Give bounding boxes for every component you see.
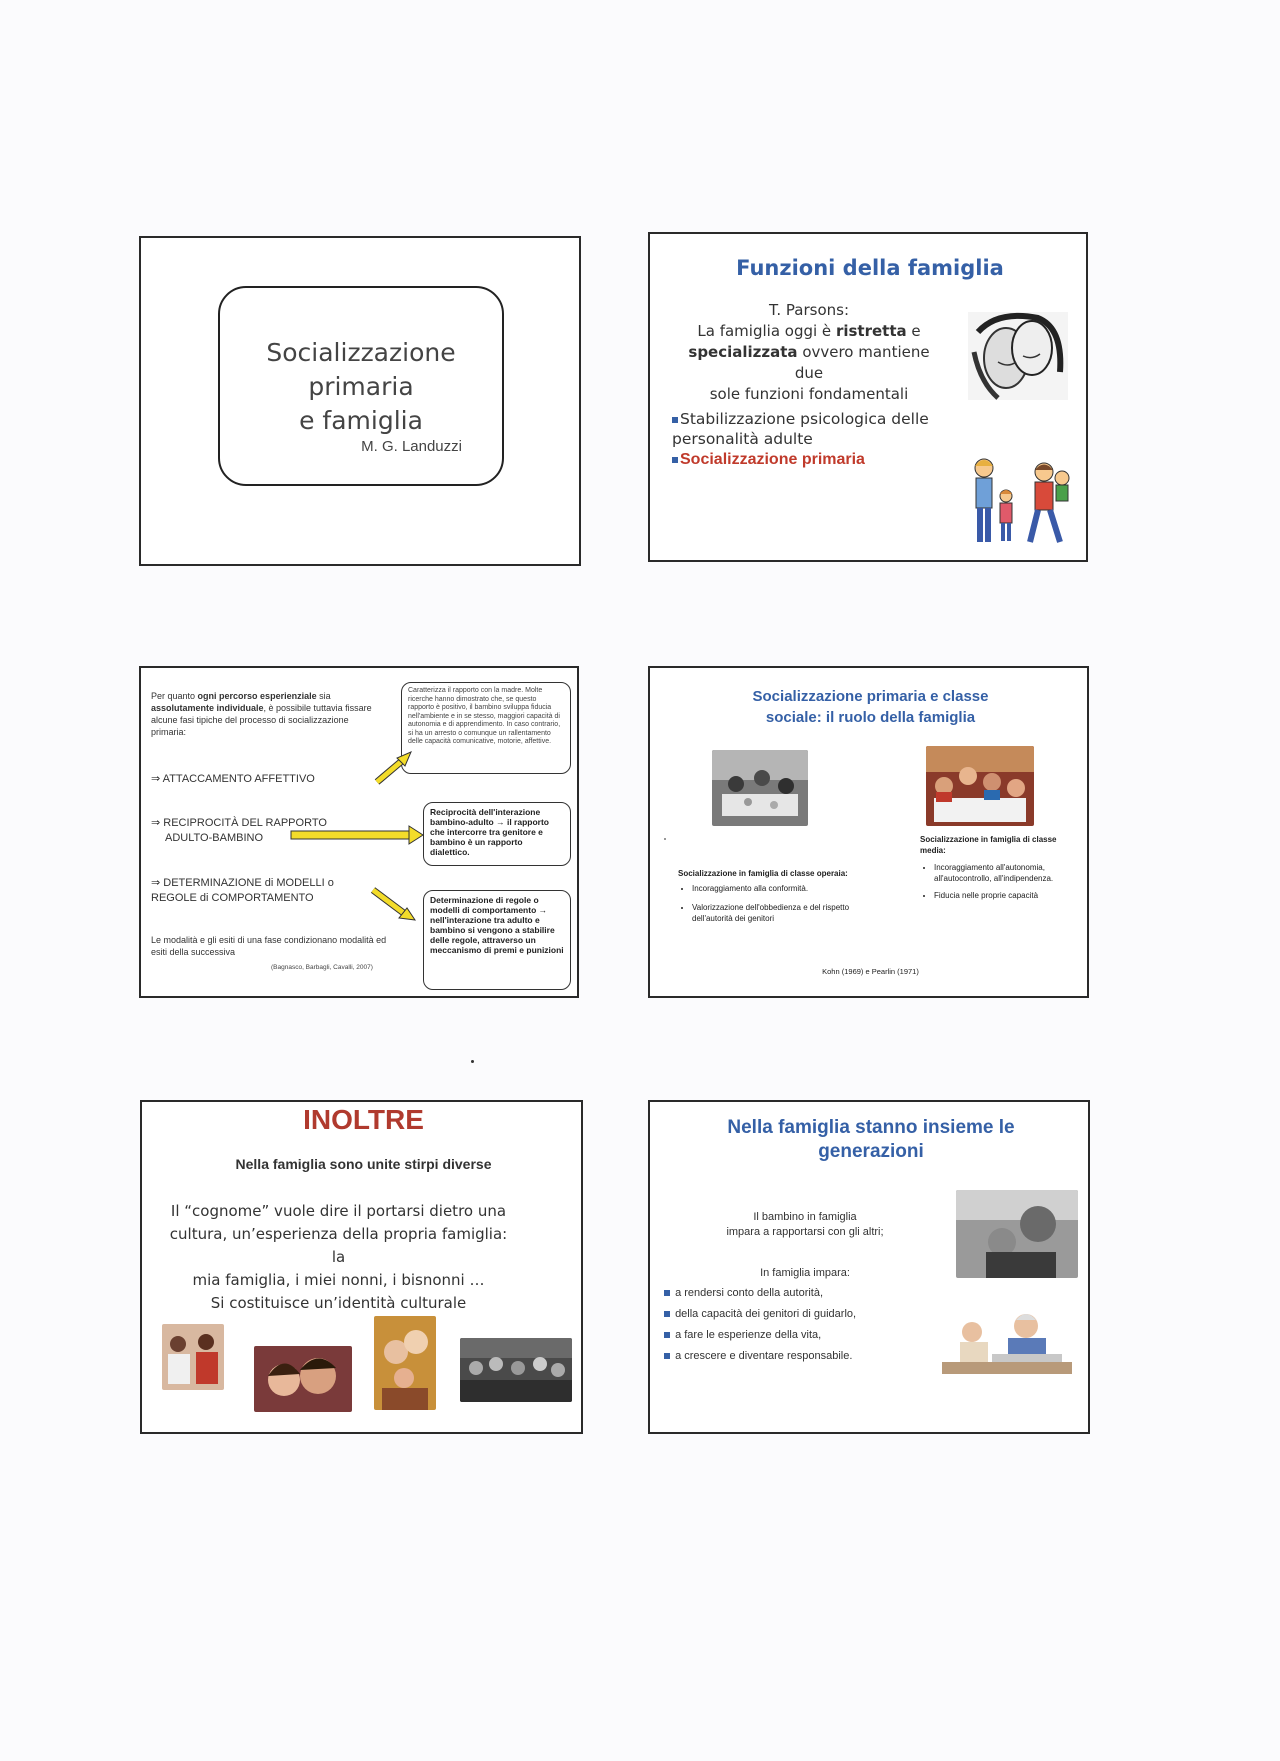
title-line-1: Socializzazione primaria — [266, 338, 456, 401]
scan-speck — [664, 838, 666, 840]
slide-heading: Funzioni della famiglia — [736, 256, 1004, 280]
slide-heading: Nella famiglia stanno insieme le generazioni — [727, 1117, 1015, 1162]
arrow-reciprocity-icon — [291, 826, 423, 844]
phase-rules: ⇒ DETERMINAZIONE di MODELLI o REGOLE di COMPORTAMENTO — [151, 877, 334, 904]
bullet-square-icon — [672, 417, 678, 423]
middle-class-heading: Socializzazione in famiglia di classe media: — [920, 835, 1057, 855]
parsons-author: T. Parsons: — [768, 301, 850, 319]
slide-family-functions — [648, 232, 1088, 562]
parsons-text — [674, 300, 944, 405]
list-item: a fare le esperienze della vita, — [664, 1328, 934, 1343]
list-item: • Valorizzazione dell'obbedienza e del rispetto dell'autorità dei genitori — [692, 902, 858, 924]
list-item: a rendersi conto della autorità, — [664, 1286, 934, 1301]
family-photo-2 — [254, 1346, 352, 1412]
family-photo-3 — [374, 1316, 436, 1410]
surname-text: Il “cognome” vuole dire il portarsi dietro una cultura, un’esperienza della propria famiglia: la mia famiglia, i miei nonni, i bisnonni … Si costituisce un’identità culturale — [169, 1202, 508, 1312]
slide-subtitle: Nella famiglia sono unite stirpi diverse — [235, 1156, 492, 1172]
working-class-family-photo — [712, 750, 808, 826]
grandparent-child-photo — [956, 1190, 1078, 1278]
family-photo-4 — [460, 1338, 572, 1402]
list-item: • Incoraggiamento all'autonomia, all'autocontrollo, all'indipendenza. — [934, 862, 1070, 884]
list-item: a crescere e diventare responsabile. — [664, 1349, 934, 1364]
learns-list — [664, 1286, 934, 1364]
cartoon-family-illustration — [966, 456, 1076, 548]
bullet-square-icon — [664, 1290, 670, 1296]
slide-socialization-phases — [139, 666, 579, 998]
slide-title — [139, 236, 581, 566]
arrow-rules-icon — [373, 890, 415, 920]
intro-text: Il bambino in famiglia impara a rapportarsi con gli altri; — [726, 1211, 884, 1238]
callout-rules: Determinazione di regole o modelli di comportamento → nell'interazione tra adulto e bambino si vengono a stabilire delle regole, attraverso un meccanismo di premi e punizioni — [423, 890, 571, 990]
callout-reciprocity: Reciprocità dell'interazione bambino-adulto → il rapporto che intercorre tra genitore e bambino è un rapporto dialettico. — [423, 802, 571, 866]
author: M. G. Landuzzi — [361, 438, 462, 455]
learns-heading: In famiglia impara: — [760, 1267, 850, 1279]
bullet-socialization: Socializzazione primaria — [672, 451, 865, 469]
parsons-line-1: La famiglia oggi è ristretta e — [697, 322, 921, 340]
working-class-column — [678, 868, 858, 924]
scan-speck — [471, 1060, 474, 1063]
bullet-stabilization: Stabilizzazione psicologica delle personalità adulte — [672, 410, 929, 448]
middle-class-column — [920, 834, 1070, 901]
grandfather-laptop-photo — [932, 1302, 1082, 1382]
slide-inoltre — [140, 1100, 583, 1434]
bullet-square-icon — [664, 1311, 670, 1317]
intro-text: Per quanto ogni percorso esperienziale sia assolutamente individuale, è possibile tuttavia fissare alcune fasi tipiche del processo di socializzazione primaria: — [151, 691, 372, 737]
arrow-right-icon: ⇒ — [151, 817, 161, 829]
source-citation: (Bagnasco, Barbagli, Cavalli, 2007) — [271, 964, 373, 971]
phase-attachment: ⇒ ATTACCAMENTO AFFETTIVO — [151, 773, 315, 785]
list-item: • Fiducia nelle proprie capacità — [934, 890, 1070, 901]
slide-heading: INOLTRE — [303, 1104, 424, 1135]
slide-heading: Socializzazione primaria e classe sociale: il ruolo della famiglia — [752, 688, 989, 726]
faces-illustration — [968, 312, 1068, 400]
bullet-square-icon — [664, 1353, 670, 1359]
arrow-attachment-icon — [377, 752, 411, 782]
phase-reciprocity: ⇒ RECIPROCITÀ DEL RAPPORTO ADULTO-BAMBINO — [151, 817, 327, 844]
phases-note: Le modalità e gli esiti di una fase condizionano modalità ed esiti della successiva — [151, 935, 387, 957]
yellow-arrows — [141, 668, 579, 998]
working-class-heading: Socializzazione in famiglia di classe operaia: — [678, 869, 848, 878]
bullet-square-icon — [664, 1332, 670, 1338]
middle-class-family-photo — [926, 746, 1034, 826]
parsons-line-2: specializzata ovvero mantiene due — [688, 343, 930, 382]
list-item: della capacità dei genitori di guidarlo, — [664, 1307, 934, 1322]
parsons-line-3: sole funzioni fondamentali — [709, 385, 909, 403]
slide-title-text — [220, 336, 502, 438]
family-photo-1 — [162, 1324, 224, 1390]
arrow-right-icon: ⇒ — [151, 773, 161, 785]
slide-social-class — [648, 666, 1089, 998]
title-line-2: e famiglia — [299, 406, 423, 435]
bullet-square-icon — [672, 457, 678, 463]
source-citation: Kohn (1969) e Pearlin (1971) — [822, 967, 919, 976]
arrow-right-icon: ⇒ — [151, 877, 161, 889]
slide-generations — [648, 1100, 1090, 1434]
callout-attachment: Caratterizza il rapporto con la madre. Molte ricerche hanno dimostrato che, se questo rapporto è positivo, il bambino sviluppa fiducia nell'ambiente e in se stesso, maggiori capacità di autonomia e di apprendimento. In caso contrario, si ha un arresto o comunque un rallentamento delle capacità comunicative, motorie, affettive. — [401, 682, 571, 774]
title-frame — [218, 286, 504, 486]
list-item: • Incoraggiamento alla conformità. — [692, 883, 858, 894]
